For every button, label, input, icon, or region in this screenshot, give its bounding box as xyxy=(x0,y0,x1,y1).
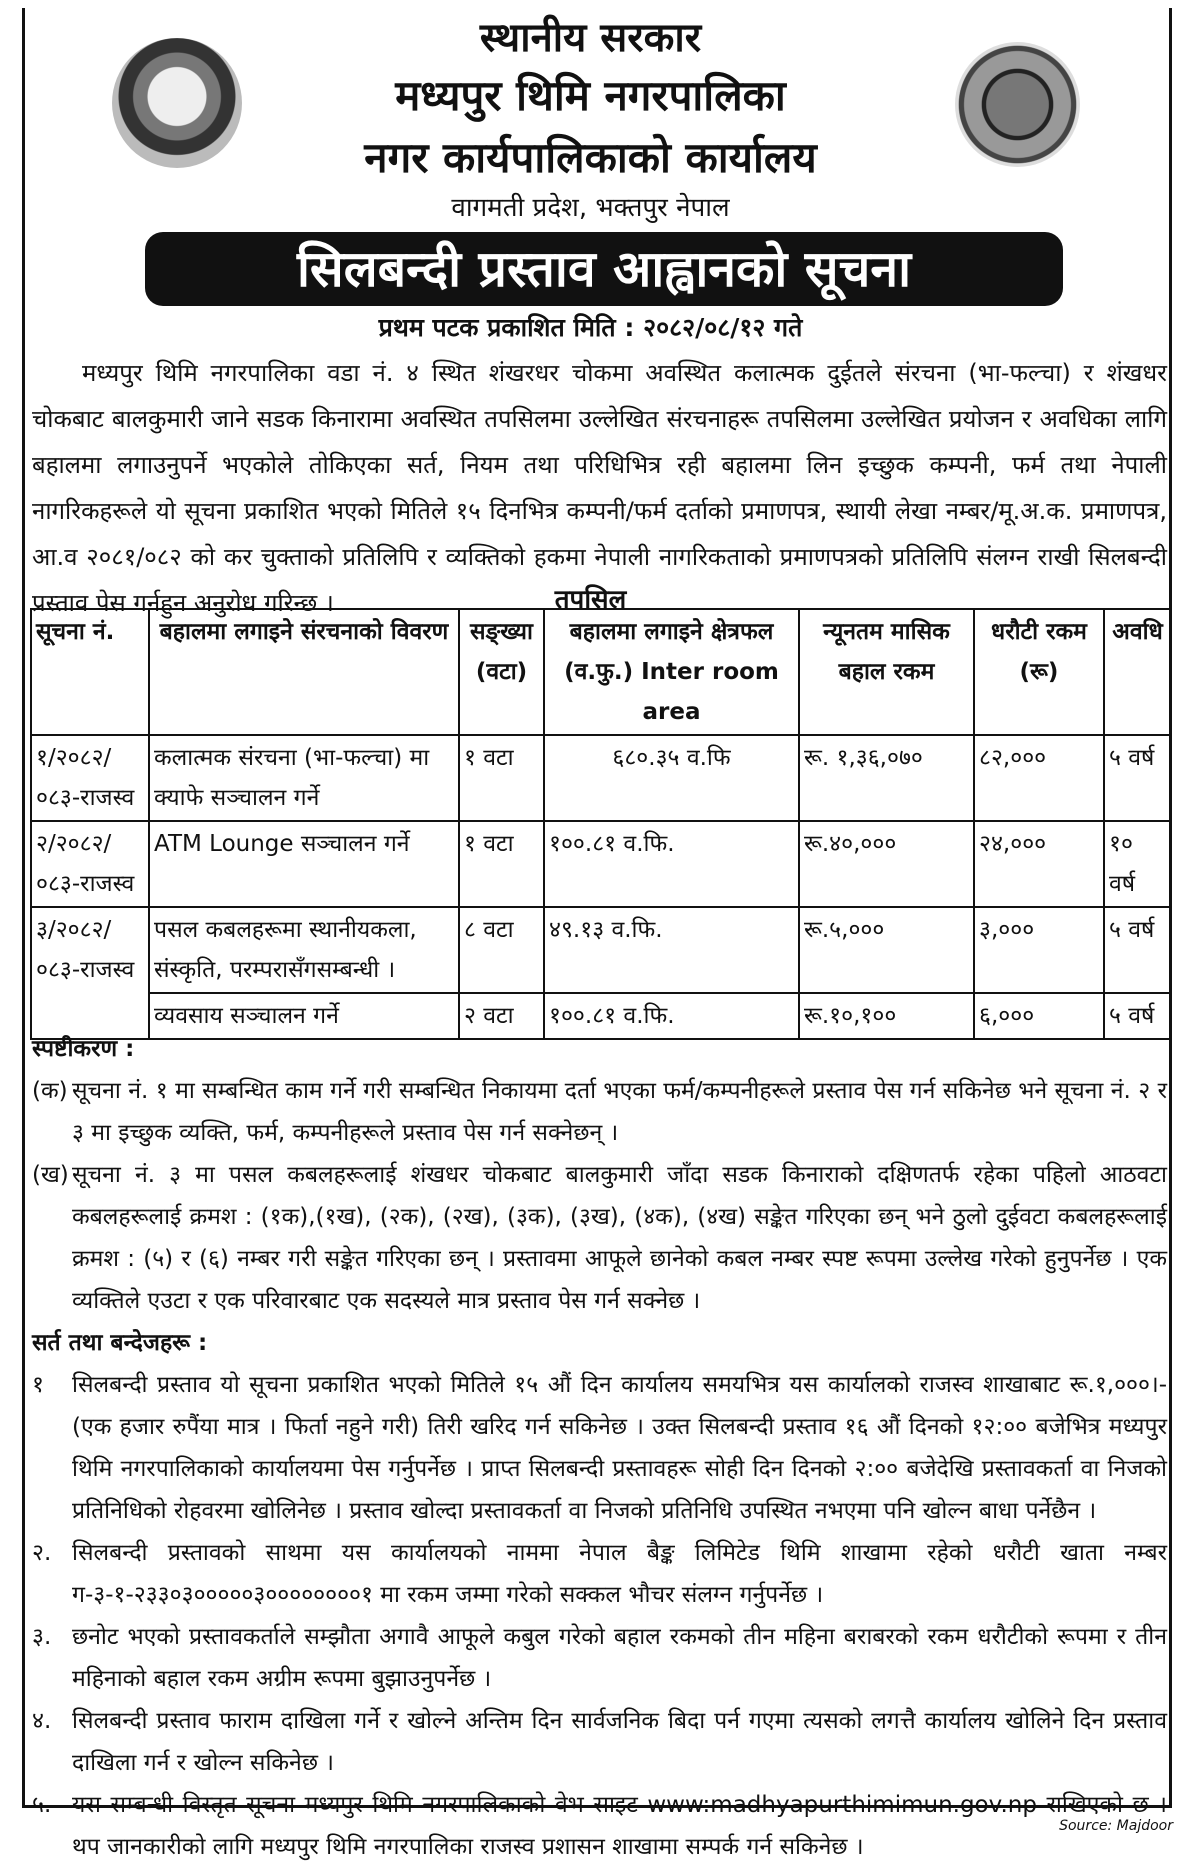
table-row xyxy=(31,735,1171,821)
schedule-table xyxy=(30,608,1172,1040)
table-cell: ६,००० xyxy=(974,993,1104,1039)
table-cell: १ वटा xyxy=(459,821,544,907)
intro-paragraph: मध्यपुर थिमि नगरपालिका वडा नं. ४ स्थित शंखरधर चोकमा अवस्थित कलात्मक दुईतले संरचना (भा-फल्चा) र शंखधर चोकबाट बालकुमारी जाने सडक किनारामा अवस्थित तपसिलमा उल्लेखित संरचनाहरू तपसिलमा उल्लेखित प्रयोजन र अवधिका लागि बहालमा लगाउनुपर्ने भएकोले तोकिएका सर्त, नियम तथा परिधिभित्र रही बहालमा लिन इच्छुक कम्पनी, फर्म तथा नेपाली नागरिकहरूले यो सूचना प्रकाशित भएको मितिले १५ दिनभित्र कम्पनी/फर्म दर्ताको प्रमाणपत्र, स्थायी लेखा नम्बर/मू.अ.क. प्रमाणपत्र, आ.व २०८१/०८२ को कर चुक्ताको प्रतिलिपि र व्यक्तिको हकमा नेपाली नागरिकताको प्रमाणपत्रको प्रतिलिपि संलग्न राखी सिलबन्दी प्रस्ताव पेस गर्नहुन अनुरोध गरिन्छ । xyxy=(32,359,1167,617)
item-number: ५. xyxy=(32,1792,52,1818)
table-cell: ATM Lounge सञ्चालन गर्ने xyxy=(149,821,459,907)
table-cell: ५ वर्ष xyxy=(1104,907,1171,993)
table-cell: ६८०.३५ व.फि xyxy=(544,735,799,821)
table-cell: रू.५,००० xyxy=(799,907,974,993)
col-header: सङ्ख्या (वटा) xyxy=(459,609,544,735)
clarification-title: स्पष्टीकरण : xyxy=(32,1036,135,1062)
table-cell: रू. १,३६,०७० xyxy=(799,735,974,821)
table-cell: ८ वटा xyxy=(459,907,544,993)
item-number: ३. xyxy=(32,1624,52,1650)
col-header: न्यूनतम मासिक बहाल रकम xyxy=(799,609,974,735)
source-credit: Source: Majdoor xyxy=(1059,1818,1173,1834)
item-text: सिलबन्दी प्रस्ताव यो सूचना प्रकाशित भएको मितिले १५ औं दिन कार्यालय समयभित्र यस कार्यालको राजस्व शाखाबाट रू.१,०००।-(एक हजार रुपैंया मात्र । फिर्ता नहुने गरी) तिरी खरिद गर्न सकिनेछ । उक्त सिलबन्दी प्रस्ताव १६ औं दिनको १२:०० बजेभित्र मध्यपुर थिमि नगरपालिकाको कार्यालयमा पेस गर्नुपर्नेछ । प्राप्त सिलबन्दी प्रस्तावहरू सोही दिन दिनको २:०० बजेदेखि प्रस्तावकर्ता वा निजको प्रतिनिधिको रोहवरमा खोलिनेछ । प्रस्ताव खोल्दा प्रस्तावकर्ता वा निजको प्रतिनिधि उपस्थित नभएमा पनि खोल्न बाधा पर्नेछैन । xyxy=(72,1372,1167,1524)
item-number: २. xyxy=(32,1540,52,1566)
table-cell: ३/२०८२/ ०८३-राजस्व xyxy=(31,907,149,1039)
item-number: (क) xyxy=(32,1078,68,1104)
table-cell: ४९.१३ व.फि. xyxy=(544,907,799,993)
published-date: प्रथम पटक प्रकाशित मिति : २०८२/०८/१२ गते xyxy=(378,313,803,342)
table-cell: पसल कबलहरूमा स्थानीयकला, संस्कृति, परम्परासँगसम्बन्धी । xyxy=(149,907,459,993)
item-text: छनोट भएको प्रस्तावकर्ताले सम्झौता अगावै आफूले कबुल गरेको बहाल रकमको तीन महिना बराबरको रकम धरौटीको रूपमा र तीन महिनाको बहाल रकम अग्रीम रूपमा बुझाउनुपर्नेछ । xyxy=(72,1624,1167,1692)
table-row xyxy=(31,907,1171,993)
item-text: सिलबन्दी प्रस्तावको साथमा यस कार्यालयको नाममा नेपाल बैङ्क लिमिटेड थिमि शाखामा रहेको धरौटी खाता नम्बर ग-३-१-२३३०३०००००३००००००००१ मा रकम जम्मा गरेको सक्कल भौचर संलग्न गर्नुपर्नेछ । xyxy=(72,1540,1167,1608)
item-number: (ख) xyxy=(32,1162,69,1188)
table-row xyxy=(31,821,1171,907)
col-header: धरौटी रकम (रू) xyxy=(974,609,1104,735)
item-text: सिलबन्दी प्रस्ताव फाराम दाखिला गर्ने र खोल्ने अन्तिम दिन सार्वजनिक बिदा पर्न गएमा त्यसको लगत्तै कार्यालय खोलिने दिन प्रस्ताव दाखिला गर्न र खोल्न सकिनेछ । xyxy=(72,1708,1167,1776)
table-cell: रू.१०,१०० xyxy=(799,993,974,1039)
list-item xyxy=(32,1700,1167,1784)
table-cell: १ वटा xyxy=(459,735,544,821)
table-cell: २४,००० xyxy=(974,821,1104,907)
table-cell: १००.८१ व.फि. xyxy=(544,821,799,907)
header-office: नगर कार्यपालिकाको कार्यालय xyxy=(364,133,817,182)
table-title: तपसिल xyxy=(554,585,627,615)
table-cell: व्यवसाय सञ्चालन गर्ने xyxy=(149,993,459,1039)
terms-title: सर्त तथा बन्देजहरू : xyxy=(32,1330,208,1356)
table-cell: ५ वर्ष xyxy=(1104,735,1171,821)
list-item xyxy=(32,1070,1167,1154)
header-address: वागमती प्रदेश, भक्तपुर नेपाल xyxy=(451,193,730,223)
table-cell: ८२,००० xyxy=(974,735,1104,821)
item-number: १ xyxy=(32,1372,44,1398)
table-cell: २/२०८२/ ०८३-राजस्व xyxy=(31,821,149,907)
table-cell: ३,००० xyxy=(974,907,1104,993)
table-cell: २ वटा xyxy=(459,993,544,1039)
table-header-row xyxy=(31,609,1171,735)
header-line1: स्थानीय सरकार xyxy=(479,15,702,61)
notice-title: सिलबन्दी प्रस्ताव आह्वानको सूचना xyxy=(145,232,1063,306)
item-text: यस सम्बन्धी विस्तृत सूचना मध्यपुर थिमि नगरपालिकाको वेभ साइट www:madhyapurthimimun.gov.np राखिएको छ । थप जानकारीको लागि मध्यपुर थिमि नगरपालिका राजस्व प्रशासन शाखामा सम्पर्क गर्न सकिनेछ । xyxy=(72,1792,1167,1860)
table-cell: कलात्मक संरचना (भा-फल्चा) मा क्याफे सञ्चालन गर्ने xyxy=(149,735,459,821)
item-text: सूचना नं. १ मा सम्बन्धित काम गर्ने गरी सम्बन्धित निकायमा दर्ता भएका फर्म/कम्पनीहरूले प्रस्ताव पेस गर्न सकिनेछ भने सूचना नं. २ र ३ मा इच्छुक व्यक्ति, फर्म, कम्पनीहरूले प्रस्ताव पेस गर्न सक्नेछन् । xyxy=(72,1078,1167,1146)
table-cell: १० वर्ष xyxy=(1104,821,1171,907)
col-header: बहालमा लगाइने संरचनाको विवरण xyxy=(149,609,459,735)
list-item xyxy=(32,1784,1167,1868)
col-header: अवधि xyxy=(1104,609,1171,735)
header-municipality: मध्यपुर थिमि नगरपालिका xyxy=(395,71,786,120)
col-header: बहालमा लगाइने क्षेत्रफल (व.फु.) Inter room area xyxy=(544,609,799,735)
table-cell: १/२०८२/ ०८३-राजस्व xyxy=(31,735,149,821)
clarification-section xyxy=(32,1028,1167,1868)
col-header: सूचना नं. xyxy=(31,609,149,735)
list-item xyxy=(32,1532,1167,1616)
list-item xyxy=(32,1616,1167,1700)
item-number: ४. xyxy=(32,1708,52,1734)
table-cell: १००.८१ व.फि. xyxy=(544,993,799,1039)
list-item xyxy=(32,1154,1167,1322)
table-cell: रू.४०,००० xyxy=(799,821,974,907)
item-text: सूचना नं. ३ मा पसल कबलहरूलाई शंखधर चोकबाट बालकुमारी जाँदा सडक किनाराको दक्षिणतर्फ रहेका पहिलो आठवटा कबलहरूलाई क्रमश : (१क),(१ख), (२क), (२ख), (३क), (३ख), (४क), (४ख) सङ्केत गरिएका छन् भने ठुलो दुईवटा कबलहरूलाई क्रमश : (५) र (६) नम्बर गरी सङ्केत गरिएका छन् । प्रस्तावमा आफूले छानेको कबल नम्बर स्पष्ट रूपमा उल्लेख गरेको हुनुपर्नेछ । एक व्यक्तिले एउटा र एक परिवारबाट एक सदस्यले मात्र प्रस्ताव पेस गर्न सक्नेछ । xyxy=(72,1162,1167,1314)
table-cell: ५ वर्ष xyxy=(1104,993,1171,1039)
list-item xyxy=(32,1364,1167,1532)
